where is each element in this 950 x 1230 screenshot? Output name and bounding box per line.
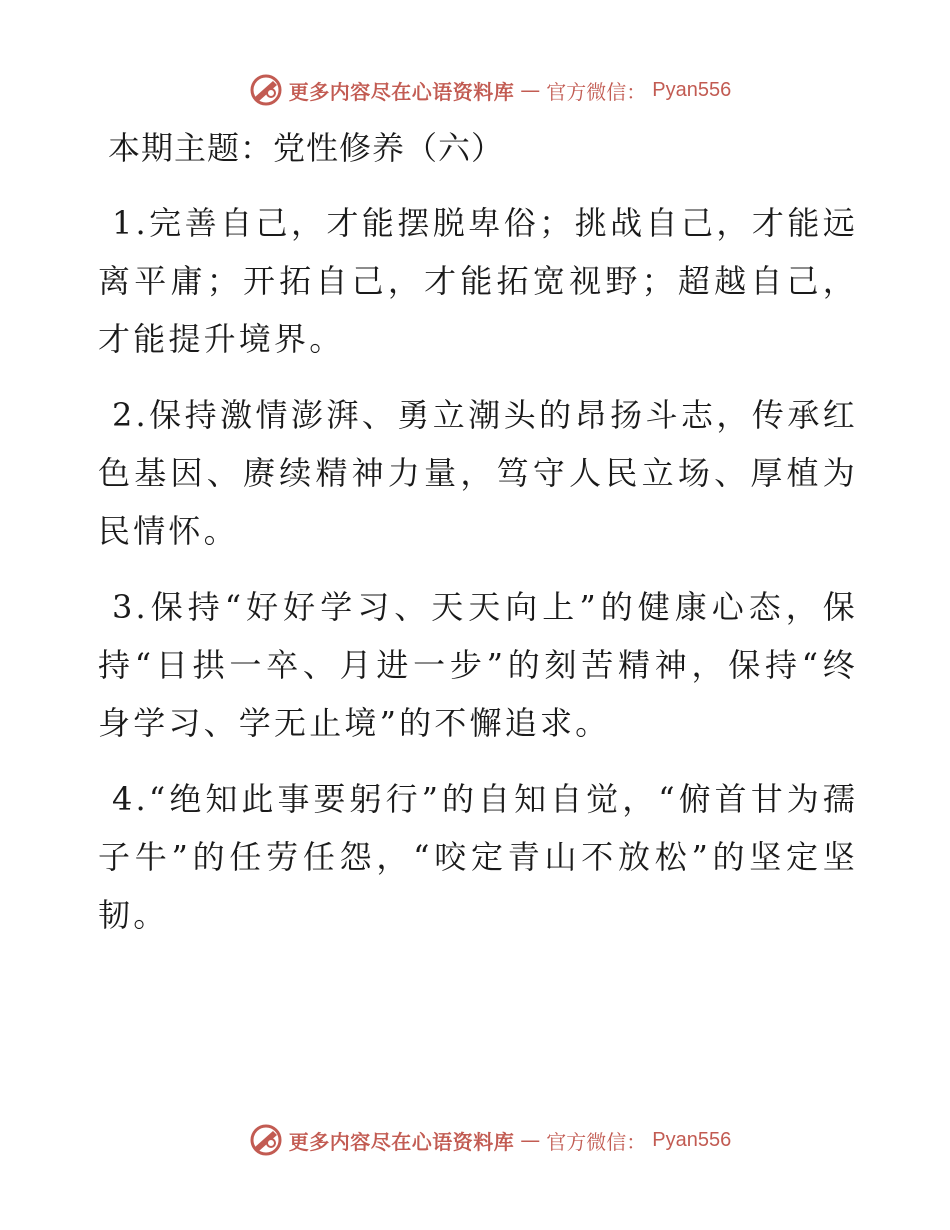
page-title: 本期主题：党性修养（六） (108, 129, 505, 167)
paragraph-1: 1.完善自己，才能摆脱卑俗；挑战自己，才能远离平庸；开拓自己，才能拓宽视野；超越自己，才能提升境界。 (98, 204, 858, 358)
paragraph-4: 4.“绝知此事要躬行”的自知自觉，“俯首甘为孺子牛”的任劳任怨，“咬定青山不放松”的坚定坚韧。 (98, 780, 858, 934)
banner-separator: — (520, 78, 541, 102)
paragraph-3: 3.保持“好好学习、天天向上”的健康心态，保持“日拱一卒、月进一步”的刻苦精神，保持“终身学习、学无止境”的不懈追求。 (98, 588, 858, 742)
banner-wechat-id: Pyan556 (652, 1128, 732, 1151)
header-banner (0, 70, 950, 110)
footer-banner (0, 1120, 950, 1160)
pen-logo-icon (249, 73, 283, 107)
paragraph-2: 2.保持激情澎湃、勇立潮头的昂扬斗志，传承红色基因、赓续精神力量，笃守人民立场、厚植为民情怀。 (98, 396, 858, 550)
banner-wechat-label: 官方微信： (546, 79, 647, 104)
pen-logo-icon (249, 1123, 283, 1157)
banner-text: 更多内容尽在心语资料库 (288, 79, 515, 104)
banner-text: 更多内容尽在心语资料库 (288, 1129, 515, 1154)
banner-wechat-label: 官方微信： (546, 1129, 647, 1154)
banner-separator: — (520, 1128, 541, 1152)
banner-wechat-id: Pyan556 (652, 78, 732, 101)
document-body (98, 124, 858, 962)
